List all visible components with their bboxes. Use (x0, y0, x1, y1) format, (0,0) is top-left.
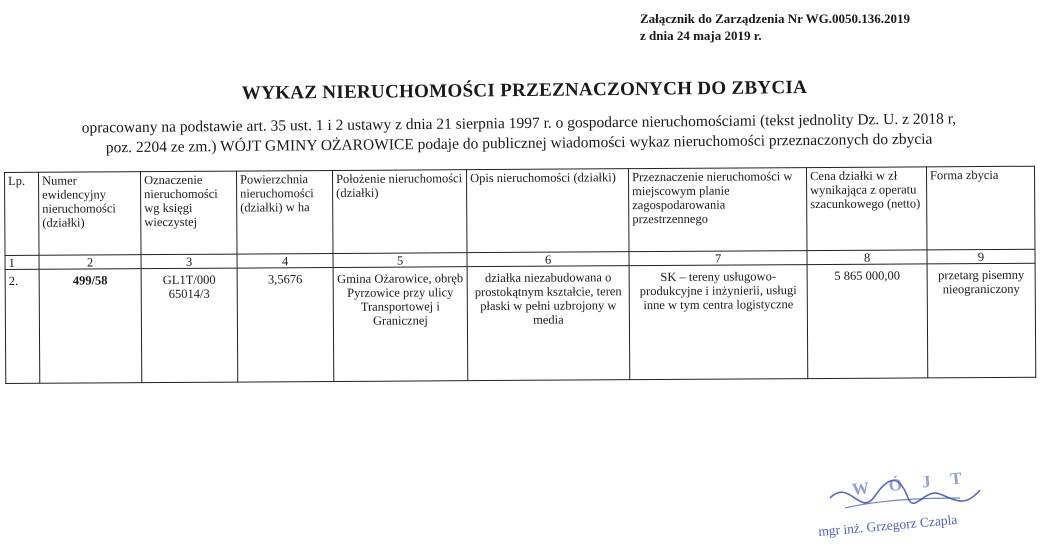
attachment-line-2: z dnia 24 maja 2019 r. (640, 28, 762, 43)
cell-kw: GL1T/000 65014/3 (141, 268, 238, 383)
column-number-2: 2 (39, 255, 141, 270)
column-number-5: 5 (333, 253, 467, 268)
cell-number: 499/58 (39, 269, 142, 384)
property-table (4, 166, 1036, 384)
header-location: Położenie nieruchomości (działki) (332, 170, 467, 254)
column-number-8: 8 (807, 250, 927, 265)
header-number: Numer ewidencyjny nieruchomości (działki) (39, 172, 142, 256)
signature-stamp (790, 468, 1030, 544)
column-number-4: 4 (237, 253, 333, 268)
intro-text (14, 109, 1024, 160)
cell-area: 3,5676 (237, 267, 334, 382)
property-table-wrapper (4, 166, 1035, 384)
header-description: Opis nieruchomości (działki) (466, 169, 629, 253)
intro-line-2: poz. 2204 ze zm.) WÓJT GMINY OŻAROWICE podaje do publicznej wiadomości wykaz nieruchomości przeznaczonych do zbycia (105, 130, 933, 157)
document-title: WYKAZ NIERUCHOMOŚCI PRZEZNACZONYCH DO ZBYCIA (241, 77, 808, 104)
column-number-3: 3 (141, 254, 237, 269)
header-lp: Lp. (5, 172, 40, 255)
header-price: Cena działki w zł wynikająca z operatu szacunkowego (netto) (806, 167, 927, 251)
column-number-7: 7 (629, 251, 807, 266)
signature-name: mgr inż. Grzegorz Czapla (817, 511, 958, 539)
attachment-note (640, 10, 910, 44)
header-row (5, 166, 1035, 255)
intro-line-1: opracowany na podstawie art. 35 ust. 1 i 2 ustawy z dnia 21 sierpnia 1997 r. o gospodarce nieruchomościami (tekst jednolity Dz. U. z 2018 r, (81, 110, 957, 137)
header-area: Powierzchnia nieruchomości (działki) w ha (236, 170, 333, 254)
stamp-wojt (851, 468, 971, 499)
header-form: Forma zbycia (926, 166, 1035, 250)
header-purpose: Przeznaczenie nieruchomości w miejscowym planie zagospodarowania przestrzennego (628, 168, 807, 252)
cell-form: przetarg pisemny nieograniczony (927, 263, 1036, 378)
header-kw: Oznaczenie nieruchomości wg księgi wieczystej (141, 171, 238, 255)
column-number-1: 1 (5, 255, 39, 269)
attachment-line-1: Załącznik do Zarządzenia Nr WG.0050.136.2019 (640, 11, 910, 26)
column-number-9: 9 (927, 249, 1035, 264)
stamp-text: W Ó J T (851, 468, 971, 499)
cell-price: 5 865 000,00 (807, 264, 928, 379)
cell-description: działka niezabudowana o prostokątnym kształcie, teren płaski w pełni uzbrojony w media (467, 266, 630, 381)
column-number-6: 6 (467, 252, 629, 267)
cell-lp: 2. (5, 269, 40, 383)
cell-location: Gmina Ożarowice, obręb Pyrzowice przy ulicy Transportowej i Granicznej (333, 267, 468, 382)
table-row (5, 263, 1036, 383)
cell-purpose: SK – tereny usługowo-produkcyjne i inżynierii, usługi inne w tym centra logistyczne (629, 265, 808, 380)
